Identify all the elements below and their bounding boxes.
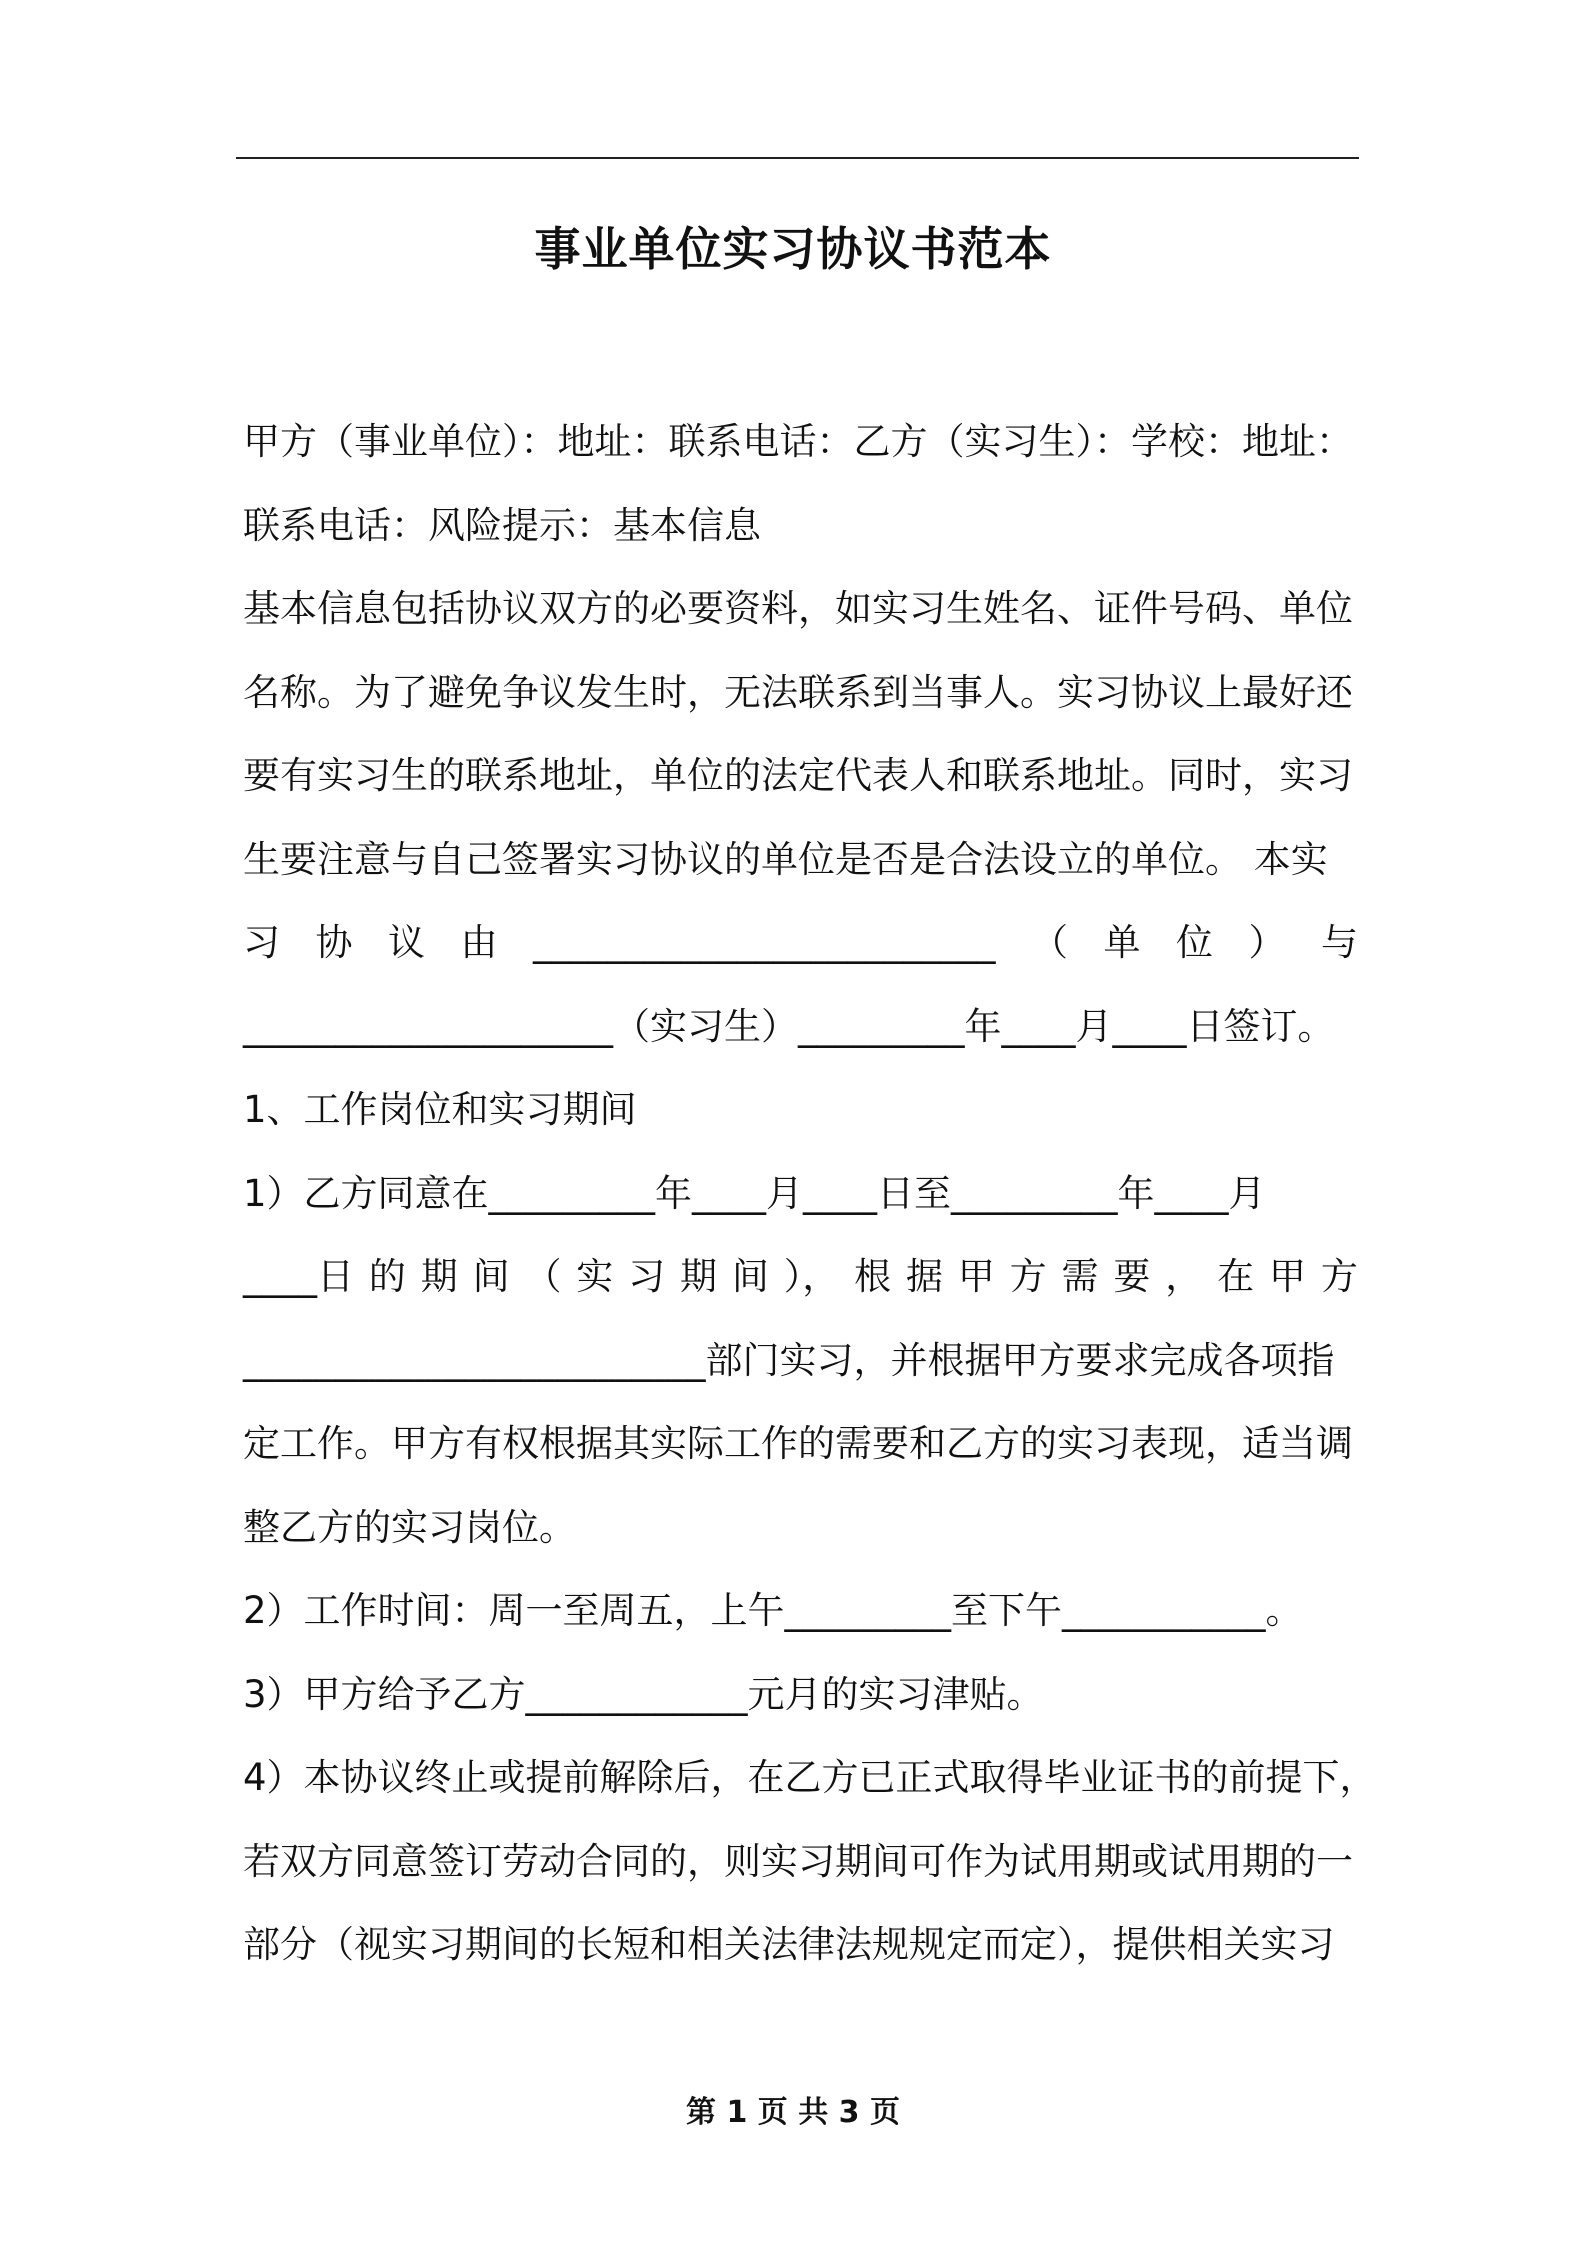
spread-token: 由 [460,921,498,964]
header-rule [236,157,1359,159]
body-line-justified [243,1235,1358,1319]
body-line: ____________________（实习生）_________年____月____日签订。 [243,1004,1335,1048]
spread-token: 协 [315,921,353,964]
spread-token: 的 [368,1255,406,1298]
spread-token: _________________________ [533,921,996,964]
body-line: 联系电话：风险提示：基本信息 [243,503,761,547]
spread-token: 议 [388,921,425,964]
body-line: 4）本协议终止或提前解除后，在乙方已正式取得毕业证书的前提下， [243,1756,1377,1799]
spread-token: 期 [680,1255,718,1298]
body-line: 要有实习生的联系地址，单位的法定代表人和联系地址。同时，实习 [243,754,1353,797]
body-line: 3）甲方给予乙方____________元月的实习津贴。 [243,1672,1044,1716]
spread-token: 间 [731,1255,769,1298]
spread-token: 位 [1176,921,1213,964]
body-line: _________________________部门实习，并根据甲方要求完成各项指 [243,1338,1335,1382]
spread-token: 习 [628,1255,666,1298]
body-line: 甲方（事业单位）：地址：联系电话：乙方（实习生）：学校：地址： [243,420,1353,463]
spread-token: ）， [783,1255,840,1298]
spread-token: 期 [420,1255,458,1298]
spread-token: ） [1248,921,1286,964]
body-line: 整乙方的实习岗位。 [243,1505,576,1549]
body-line: 名称。为了避免争议发生时，无法联系到当事人。实习协议上最好还 [243,670,1353,714]
spread-token: 根 [854,1255,892,1298]
spread-token: ____日 [243,1255,354,1298]
spread-token: 需 [1061,1255,1099,1298]
spread-token: 方 [1320,1255,1358,1298]
body-line: 2）工作时间：周一至周五，上午_________至下午___________。 [243,1589,1303,1632]
body-line: 若双方同意签订劳动合同的，则实习期间可作为试用期或试用期的一 [243,1839,1353,1883]
body-line: 部分（视实习期间的长短和相关法律法规规定而定），提供相关实习 [243,1923,1335,1966]
section-heading: 1、工作岗位和实习期间 [243,1088,637,1131]
spread-token: 方 [1009,1255,1047,1298]
body-line-justified [243,901,1358,985]
body-line: 定工作。甲方有权根据其实际工作的需要和乙方的实习表现，适当调 [243,1422,1353,1465]
spread-token: 据 [905,1255,943,1298]
spread-token: 间 [472,1255,510,1298]
spread-token: 实 [576,1255,614,1298]
spread-token: 要 [1113,1255,1151,1298]
spread-token: （ [1031,921,1068,964]
spread-token: 在 [1217,1255,1255,1298]
document-body [243,400,1377,1987]
body-line: 1）乙方同意在_________年____月____日至_________年____月 [243,1171,1266,1215]
page-number: 第 1 页 共 3 页 [686,2095,900,2130]
body-line: 基本信息包括协议双方的必要资料，如实习生姓名、证件号码、单位 [243,587,1353,630]
spread-token: 甲 [957,1255,995,1298]
document-title: 事业单位实习协议书范本 [534,222,1052,276]
spread-token: 习 [243,921,280,964]
spread-token: 甲 [1268,1255,1306,1298]
body-line: 生要注意与自己签署实习协议的单位是否是合法设立的单位。 本实 [243,837,1328,881]
spread-token: （ [524,1255,562,1298]
spread-token: ， [1165,1255,1203,1298]
spread-token: 与 [1321,921,1358,964]
spread-token: 单 [1103,921,1141,964]
